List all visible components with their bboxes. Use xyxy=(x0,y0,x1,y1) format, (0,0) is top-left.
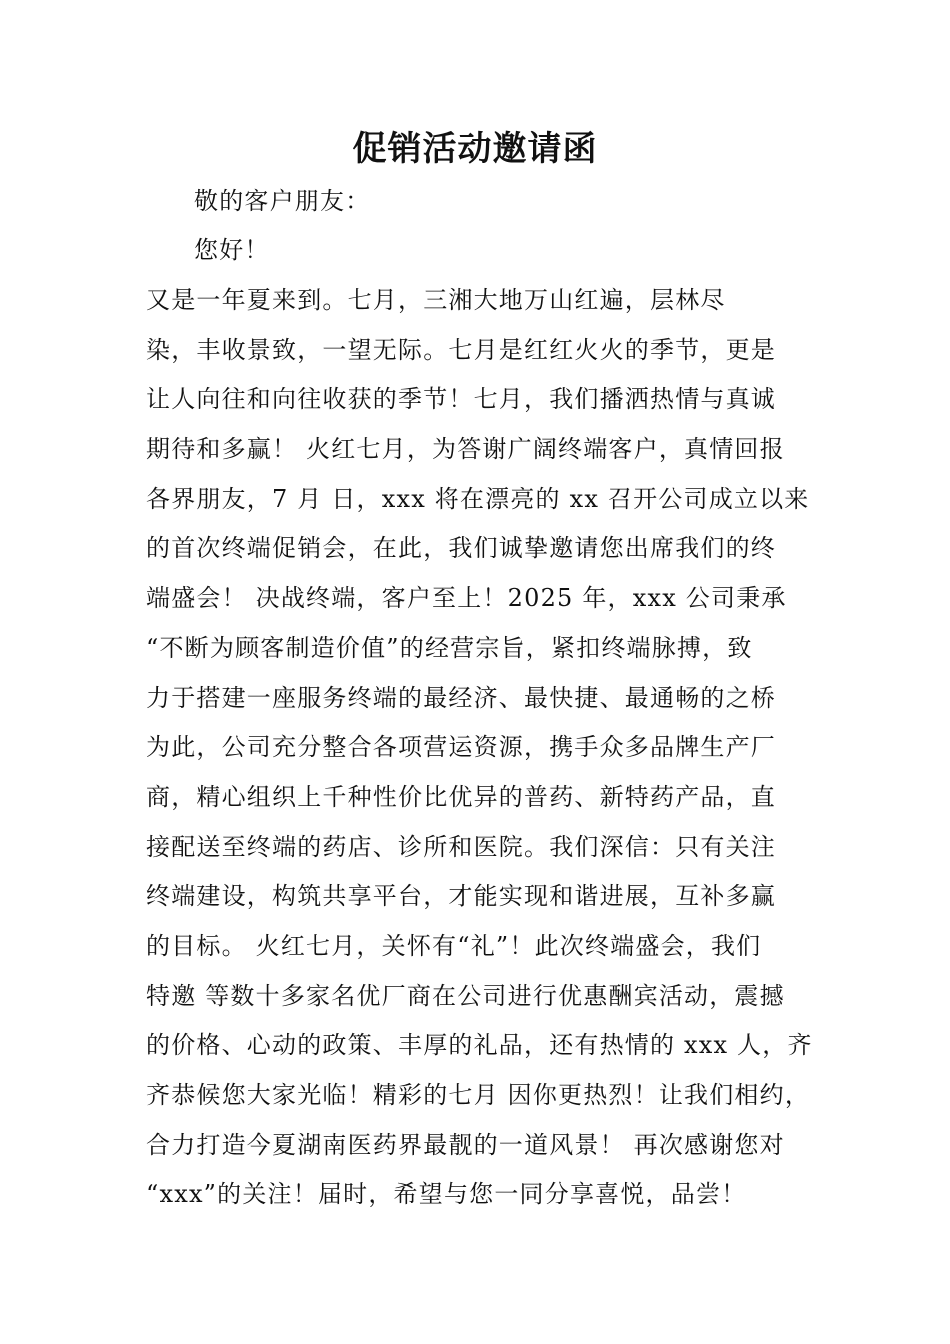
body-line: “不断为顾客制造价值”的经营宗旨，紧扣终端脉搏，致 xyxy=(146,634,753,662)
body-line: “xxx”的关注！届时，希望与您一同分享喜悦，品尝！ xyxy=(146,1180,747,1208)
body-line: 又是一年夏来到。七月，三湘大地万山红遍，层林尽 xyxy=(146,286,726,314)
salutation-line: 敬的客户朋友： xyxy=(194,187,371,215)
body-line: 各界朋友，7 月 日，xxx 将在漂亮的 xx 召开公司成立以来 xyxy=(146,485,810,513)
body-line: 染，丰收景致，一望无际。七月是红红火火的季节，更是 xyxy=(146,336,776,364)
body-line: 为此，公司充分整合各项营运资源，携手众多品牌生产厂 xyxy=(146,733,776,761)
body-line: 期待和多赢！ 火红七月，为答谢广阔终端客户，真情回报 xyxy=(146,435,785,463)
body-line: 让人向往和向往收获的季节！七月，我们播洒热情与真诚 xyxy=(146,385,776,413)
body-line: 齐恭候您大家光临！精彩的七月 因你更热烈！让我们相约， xyxy=(146,1081,811,1109)
body-line: 商，精心组织上千种性价比优异的普药、新特药产品，直 xyxy=(146,783,776,811)
body-line: 合力打造今夏湖南医药界最靓的一道风景！ 再次感谢您对 xyxy=(146,1131,785,1159)
body-line: 特邀 等数十多家名优厂商在公司进行优惠酬宾活动，震撼 xyxy=(146,982,785,1010)
body-line: 终端建设，构筑共享平台，才能实现和谐进展，互补多赢 xyxy=(146,882,776,910)
body-line: 力于搭建一座服务终端的最经济、最快捷、最通畅的之桥 xyxy=(146,684,776,712)
body-line: 的首次终端促销会，在此，我们诚挚邀请您出席我们的终 xyxy=(146,534,776,562)
document-title: 促销活动邀请函 xyxy=(352,129,598,169)
body-line: 端盛会！ 决战终端，客户至上！2025 年，xxx 公司秉承 xyxy=(146,584,787,612)
body-line: 的价格、心动的政策、丰厚的礼品，还有热情的 xxx 人，齐 xyxy=(146,1031,813,1059)
greeting-line: 您好！ xyxy=(194,236,270,264)
body-line: 接配送至终端的药店、诊所和医院。我们深信：只有关注 xyxy=(146,833,776,861)
body-line: 的目标。 火红七月，关怀有“礼”！此次终端盛会，我们 xyxy=(146,932,762,960)
